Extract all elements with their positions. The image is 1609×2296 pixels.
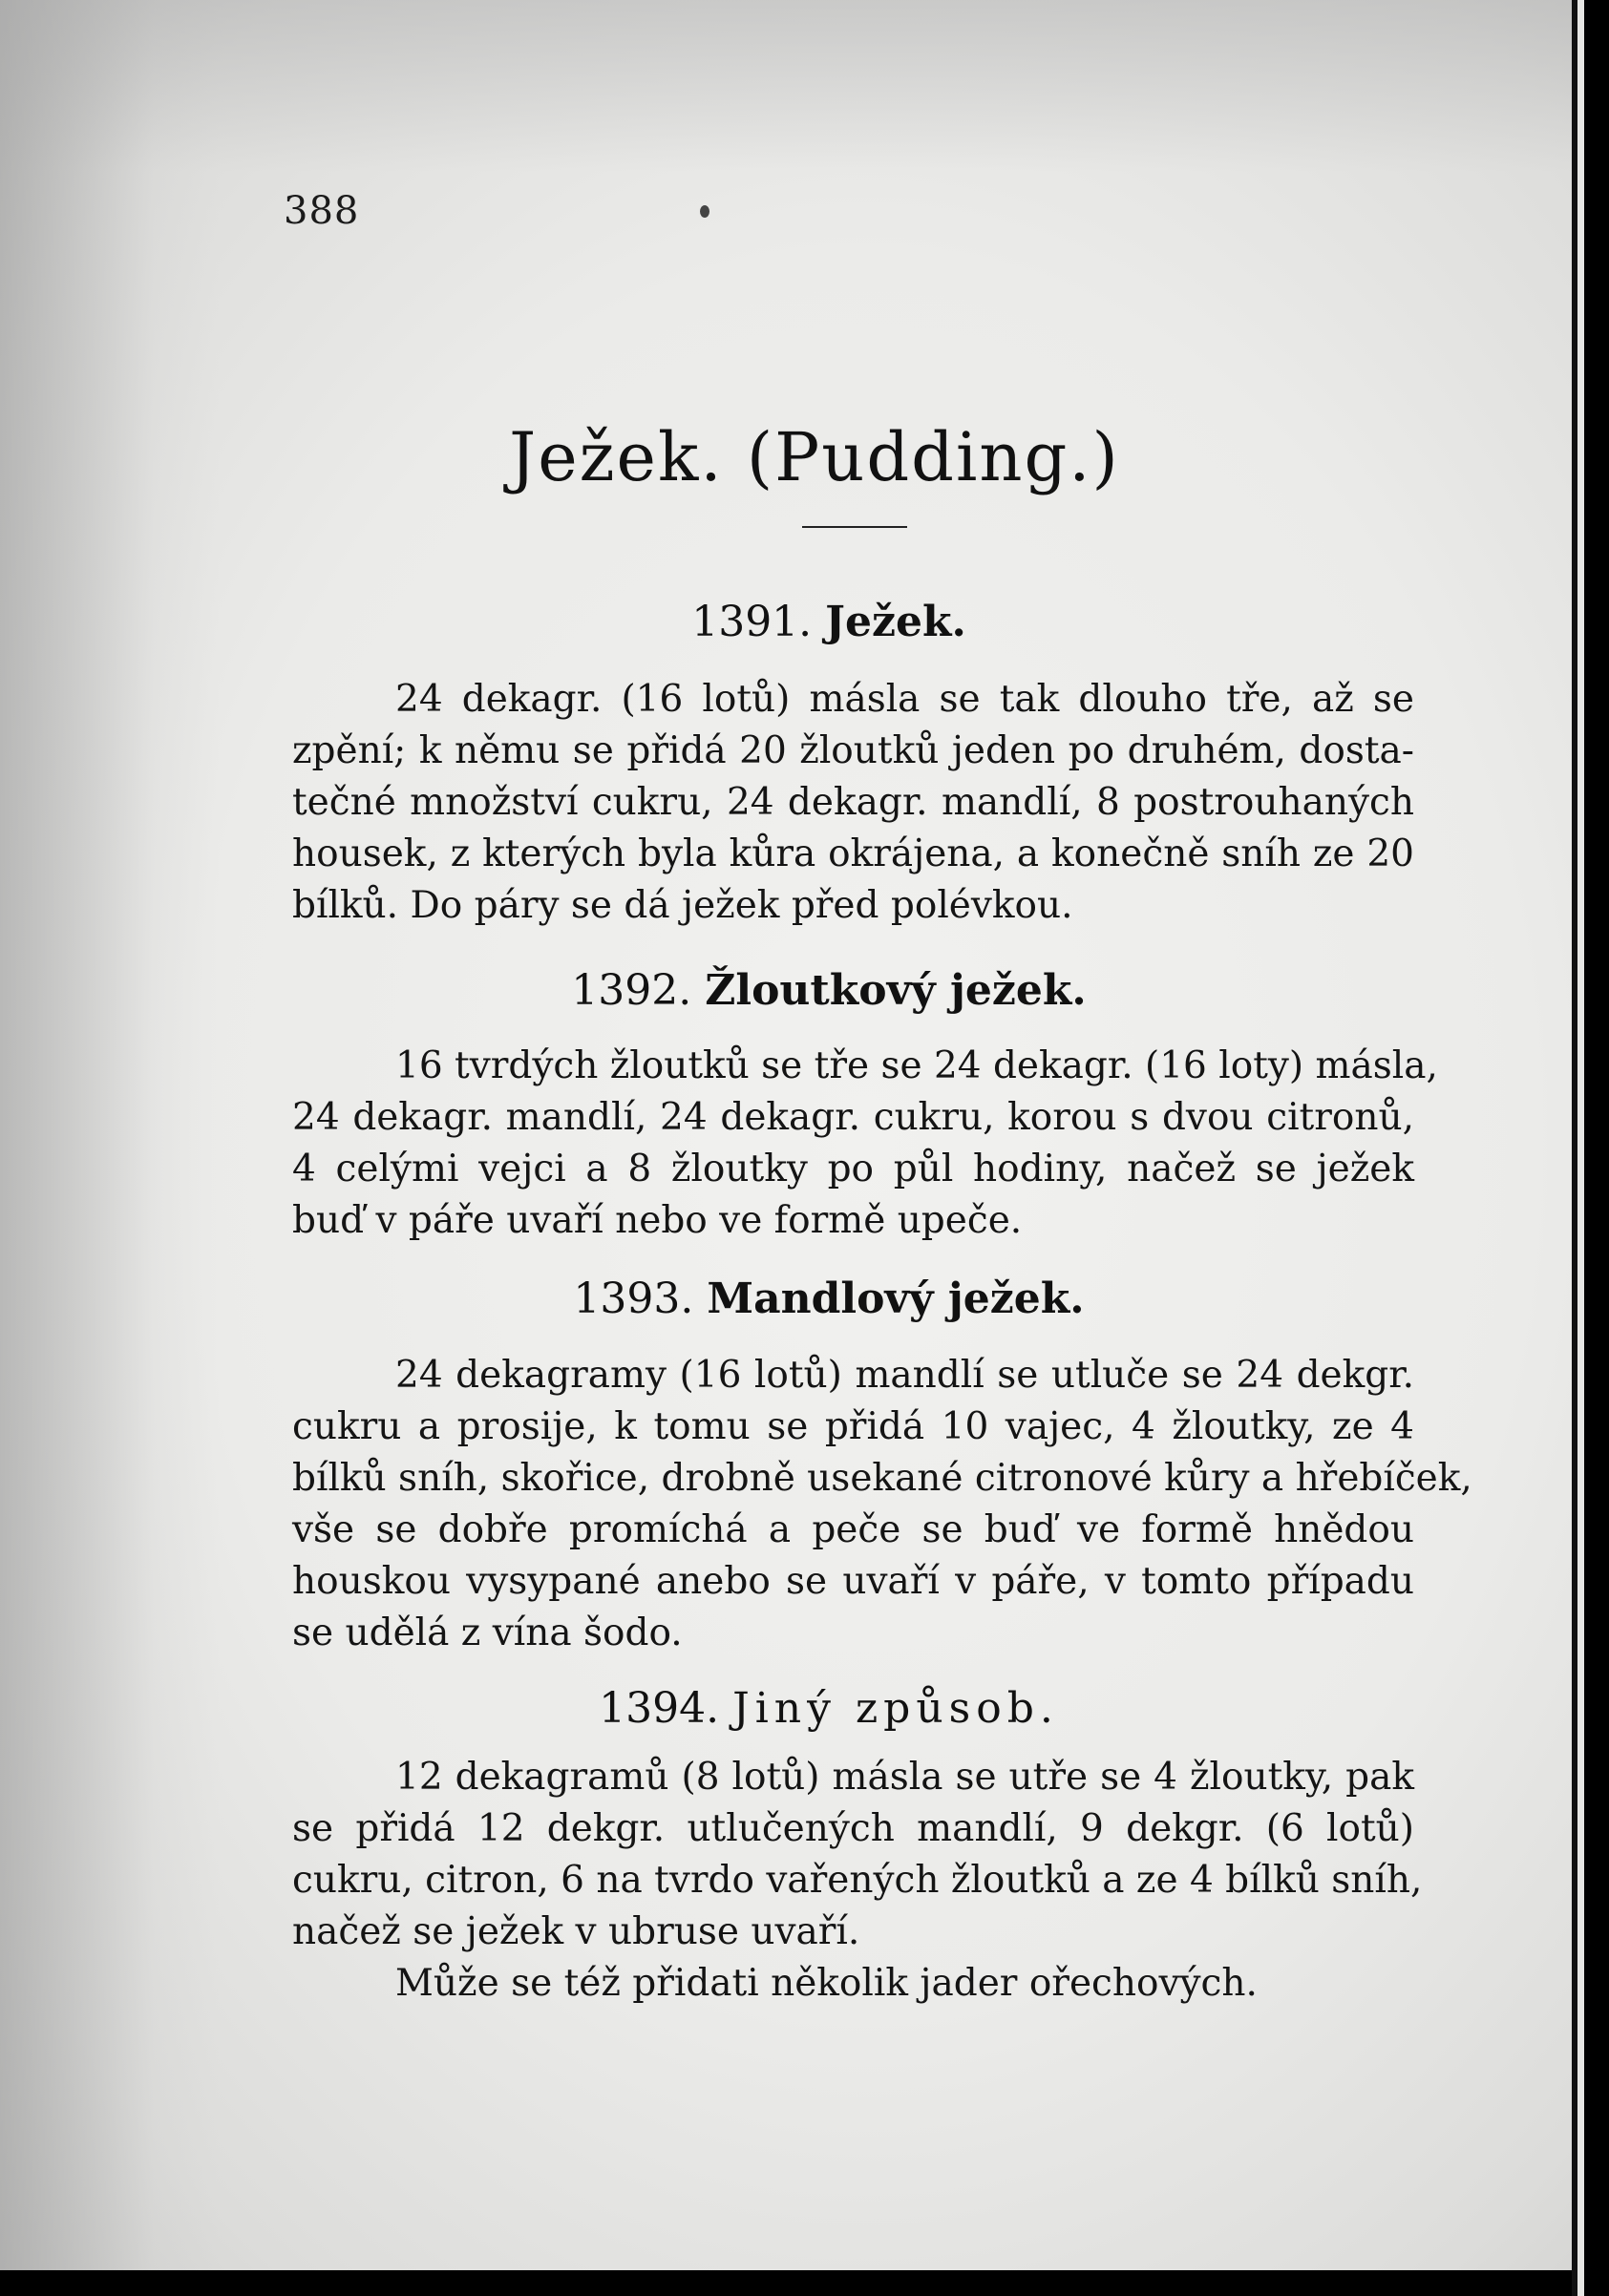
text-line: načež se ježek v ubruse uvaří.	[292, 1910, 860, 1953]
recipe-number: 1392.	[571, 966, 692, 1015]
recipe-heading-1394	[0, 1684, 1572, 1733]
text-line: tečné množství cukru, 24 dekagr. mandlí, 8 postrouhaných	[292, 781, 1414, 824]
recipe-heading-1393	[0, 1274, 1572, 1323]
recipe-text-1394	[292, 1752, 1423, 2010]
recipe-number: 1391.	[691, 598, 813, 646]
ink-speck	[700, 205, 709, 218]
text-line: 24 dekagr. (16 lotů) másla se tak dlouho tře, až se	[395, 678, 1414, 721]
recipe-text-1391	[292, 674, 1414, 932]
recipe-name: Žloutkový ježek.	[705, 966, 1087, 1015]
text-line: vše se dobře promíchá a peče se buď ve formě hnědou	[292, 1508, 1414, 1551]
text-line: 24 dekagr. mandlí, 24 dekagr. cukru, korou s dvou citronů,	[292, 1096, 1414, 1139]
recipe-heading-1391	[0, 598, 1572, 646]
recipe-number: 1393.	[573, 1274, 694, 1323]
binding-edge	[1577, 0, 1584, 2296]
text-line: Může se též přidati několik jader ořechových.	[395, 1962, 1258, 2005]
text-line: bílků. Do páry se dá ježek před polévkou.	[292, 884, 1073, 927]
recipe-name: Mandlový ježek.	[707, 1274, 1085, 1323]
page-number: 388	[284, 189, 360, 233]
text-line: 4 celými vejci a 8 žloutky po půl hodiny, načež se ježek	[292, 1148, 1414, 1190]
text-line: 16 tvrdých žloutků se tře se 24 dekagr. (16 loty) másla,	[395, 1044, 1438, 1087]
text-line: cukru, citron, 6 na tvrdo vařených žloutků a ze 4 bílků sníh,	[292, 1859, 1423, 1902]
recipe-name: Ježek.	[825, 598, 966, 646]
recipe-number: 1394.	[599, 1684, 720, 1733]
text-line: buď v páře uvaří nebo ve formě upeče.	[292, 1199, 1023, 1242]
text-line: se udělá z vína šodo.	[292, 1611, 683, 1654]
page-top-shadow	[0, 0, 1572, 172]
text-line: cukru a prosije, k tomu se přidá 10 vajec, 4 žloutky, ze 4	[292, 1405, 1414, 1448]
recipe-text-1393	[292, 1350, 1472, 1659]
text-line: 24 dekagramy (16 lotů) mandlí se utluče se 24 dekgr.	[395, 1354, 1414, 1397]
text-line: zpění; k němu se přidá 20 žloutků jeden po druhém, dosta-	[292, 729, 1414, 772]
recipe-heading-1392	[0, 966, 1572, 1015]
text-line: bílků sníh, skořice, drobně usekané citronové kůry a hřebíček,	[292, 1457, 1472, 1500]
text-line: houskou vysypané anebo se uvaří v páře, v tomto případu	[292, 1560, 1414, 1603]
text-line: 12 dekagramů (8 lotů) másla se utře se 4 žloutky, pak	[395, 1756, 1414, 1799]
page-edge-shadow	[0, 0, 220, 2270]
recipe-name: Jiný způsob.	[732, 1684, 1059, 1733]
title-divider	[802, 526, 907, 528]
text-line: housek, z kterých byla kůra okrájena, a konečně sníh ze 20	[292, 832, 1414, 875]
recipe-text-1392	[292, 1041, 1438, 1247]
text-line: se přidá 12 dekgr. utlučených mandlí, 9 dekgr. (6 lotů)	[292, 1807, 1414, 1850]
page-title: Ježek. (Pudding.)	[509, 418, 1120, 496]
